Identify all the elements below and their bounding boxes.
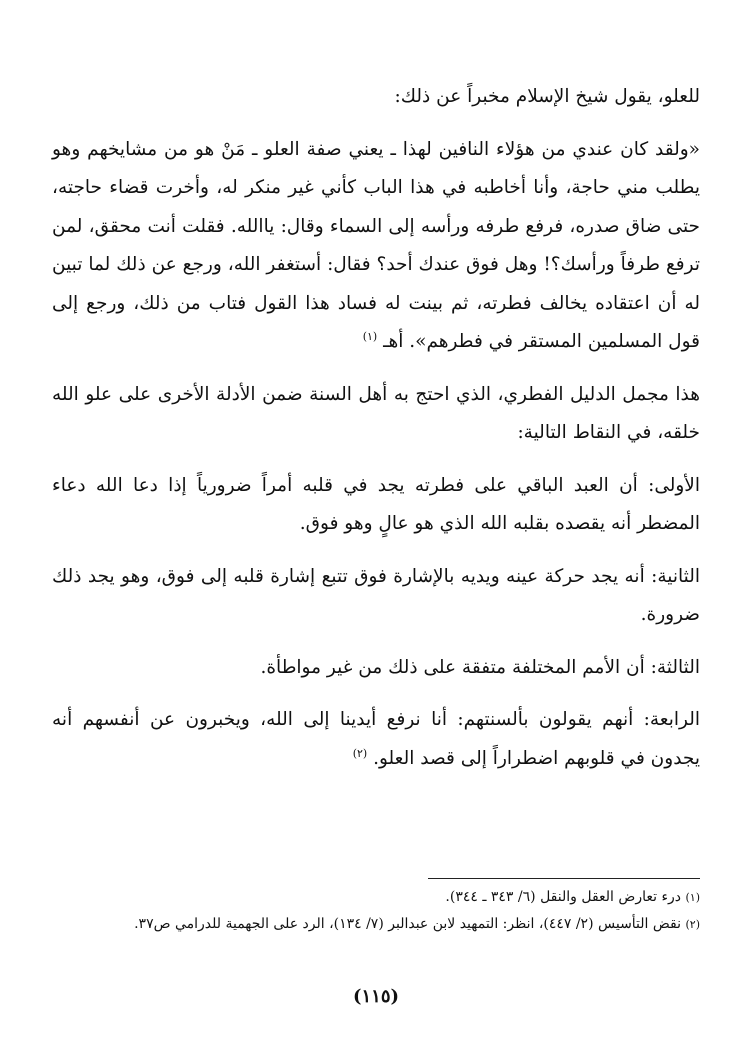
footnote-text-1: درء تعارض العقل والنقل (٦/ ٣٤٣ ـ ٣٤٤). — [445, 889, 682, 905]
paragraph-summary: هذا مجمل الدليل الفطري، الذي احتج به أهل السنة ضمن الأدلة الأخرى على علو الله خلقه، في النقاط التالية: — [52, 383, 700, 443]
main-text — [52, 78, 700, 792]
footnote-number-1: (١) — [685, 891, 700, 904]
paragraph-fourth-point: الرابعة: أنهم يقولون بألسنتهم: أنا نرفع أيدينا إلى الله، ويخبرون عن أنفسهم أنه يجدون في قلوبهم اضطراراً إلى قصد العلو. $^{(٢)}$ — [52, 709, 700, 769]
footnote-2 — [52, 911, 700, 938]
paragraph-first-point: الأولى: أن العبد الباقي على فطرته يجد في قلبه أمراً ضرورياً إذا دعا الله دعاء المضطر أنه يقصده بقلبه الله الذي هو عالٍ وهو فوق. — [52, 474, 700, 534]
page-number: (١١٥) — [352, 986, 400, 1007]
footnote-divider — [428, 878, 700, 879]
footnote-1 — [52, 884, 700, 911]
footnote-reference-1[interactable]: (١) — [362, 329, 378, 343]
paragraph-quote: «ولقد كان عندي من هؤلاء النافين لهذا ـ يعني صفة العلو ـ مَنْ هو من مشايخهم وهو يطلب مني حاجة، وأنا أخاطبه في هذا الباب كأني غير منكر له، وأخرت قضاء حاجته، حتى ضاق صدره، فرفع طرفه ورأسه إلى السماء وقال: ياالله. فقلت أنت محقق، لمن ترفع طرفاً ورأسك؟! وهل فوق عندك أحد؟ فقال: أستغفر الله، ورجع عن ذلك لما تبين له أن اعتقاده يخالف فطرته، ثم بينت له فساد هذا القول فتاب من ذلك، ورجع إلى قول المسلمين المستقر في فطرهم». أهـ $^{(١)}$ — [52, 138, 700, 352]
paragraph-third-point: الثالثة: أن الأمم المختلفة متفقة على ذلك من غير مواطأة. — [260, 656, 700, 678]
footnotes — [52, 884, 700, 938]
footnote-reference-2[interactable]: (٢) — [352, 746, 368, 760]
paragraph-second-point: الثانية: أنه يجد حركة عينه ويديه بالإشارة فوق تتبع إشارة قلبه إلى فوق، وهو يجد ذلك ضرورة. — [52, 565, 700, 625]
footnote-number-2: (٢) — [685, 918, 700, 931]
footnote-text-2: نقض التأسيس (٢/ ٤٤٧)، انظر: التمهيد لابن عبدالبر (٧/ ١٣٤)، الرد على الجهمية للدرامي ص٣٧. — [134, 916, 682, 932]
paragraph-intro: للعلو، يقول شيخ الإسلام مخبراً عن ذلك: — [394, 86, 700, 107]
